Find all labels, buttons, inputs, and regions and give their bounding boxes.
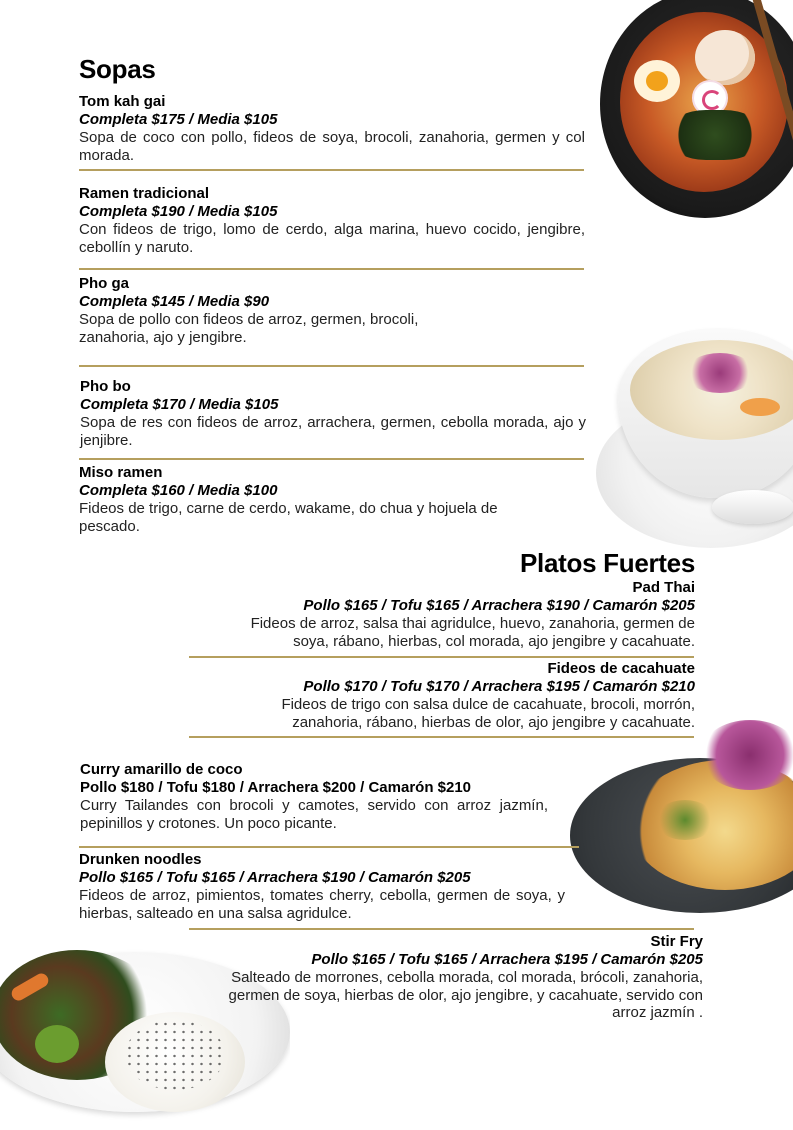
item-price: Pollo $165 / Tofu $165 / Arrachera $190 / Camarón $205	[303, 597, 695, 614]
item-description-line: Fideos de arroz, salsa thai agridulce, huevo, zanahoria, germen de	[250, 615, 695, 632]
menu-item-pho-ga	[79, 275, 585, 346]
item-description-line: Sopa de pollo con fideos de arroz, germen, brocoli,	[79, 311, 419, 328]
divider	[79, 846, 579, 848]
item-description: Curry Tailandes con brocoli y camotes, servido con arroz jazmín, pepinillos y crotones. Un poco picante.	[80, 797, 548, 832]
item-price: Completa $170 / Media $105	[80, 396, 279, 413]
item-price: Pollo $165 / Tofu $165 / Arrachera $190 / Camarón $205	[79, 869, 471, 886]
item-name: Miso ramen	[79, 464, 163, 481]
menu-item-ramen-tradicional	[79, 185, 585, 256]
menu-item-curry-amarillo-de-coco	[80, 761, 548, 832]
item-description: Sopa de res con fideos de arroz, arrachera, germen, cebolla morada, ajo y jenjibre.	[80, 414, 586, 449]
item-description-line: Fideos de trigo con salsa dulce de cacahuate, brocoli, morrón,	[281, 696, 695, 713]
menu-item-stir-fry	[163, 933, 703, 1022]
item-price: Completa $190 / Media $105	[79, 203, 278, 220]
item-name: Pho bo	[80, 378, 131, 395]
ramen-bowl-photo	[600, 0, 793, 218]
menu-item-pad-thai	[135, 579, 695, 650]
item-description-line: zanahoria, rábano, hierbas de olor, ajo jengibre y cacahuate.	[292, 713, 695, 731]
noodles-bowl-photo	[570, 720, 793, 920]
menu-item-tom-kah-gai	[79, 93, 585, 164]
item-price: Completa $175 / Media $105	[79, 111, 278, 128]
item-description: Sopa de coco con pollo, fideos de soya, brocoli, zanahoria, germen y col morada.	[79, 129, 585, 164]
item-description-line: zanahoria, ajo y jengibre.	[79, 328, 247, 346]
menu-item-drunken-noodles	[79, 851, 565, 922]
item-description-line: pescado.	[79, 517, 140, 535]
section-title-sopas: Sopas	[79, 54, 156, 84]
item-description-line: Fideos de trigo, carne de cerdo, wakame, do chua y hojuela de	[79, 500, 498, 517]
divider	[79, 169, 584, 171]
item-description-line: germen de soya, hierbas de olor, ajo jengibre, y cacahuate, servido con	[228, 986, 703, 1004]
item-name: Stir Fry	[650, 933, 703, 950]
divider	[79, 365, 584, 367]
item-description-line: Salteado de morrones, cebolla morada, col morada, brócoli, zanahoria,	[231, 969, 703, 986]
item-name: Fideos de cacahuate	[547, 660, 695, 677]
item-description-line: arroz jazmín .	[612, 1004, 703, 1021]
divider	[189, 656, 694, 658]
item-description: Con fideos de trigo, lomo de cerdo, alga marina, huevo cocido, jengibre, cebollín y naruto.	[79, 221, 585, 256]
divider	[189, 736, 694, 738]
item-price: Completa $145 / Media $90	[79, 293, 270, 310]
item-name: Drunken noodles	[79, 851, 202, 868]
section-title-platos-fuertes: Platos Fuertes	[520, 548, 695, 578]
item-name: Ramen tradicional	[79, 185, 210, 202]
item-name: Tom kah gai	[79, 93, 166, 110]
item-price: Pollo $170 / Tofu $170 / Arrachera $195 / Camarón $210	[303, 678, 695, 695]
item-price: Pollo $180 / Tofu $180 / Arrachera $200 / Camarón $210	[80, 779, 472, 796]
item-name: Pad Thai	[632, 579, 695, 596]
item-description-line: soya, rábano, hierbas, col morada, ajo jengibre y cacahuate.	[293, 632, 695, 650]
menu-item-fideos-de-cacahuate	[135, 660, 695, 731]
item-price: Pollo $165 / Tofu $165 / Arrachera $195 / Camarón $205	[311, 951, 703, 968]
divider	[189, 928, 694, 930]
menu-item-pho-bo	[80, 378, 586, 449]
item-name: Pho ga	[79, 275, 130, 292]
item-name: Curry amarillo de coco	[80, 761, 243, 778]
soup-bowl-photo	[590, 318, 793, 568]
item-description: Fideos de arroz, pimientos, tomates cherry, cebolla, germen de soya, y hierbas, salteado en una salsa agridulce.	[79, 887, 565, 922]
menu-item-miso-ramen	[79, 464, 585, 535]
divider	[79, 458, 584, 460]
divider	[79, 268, 584, 270]
item-price: Completa $160 / Media $100	[79, 482, 278, 499]
